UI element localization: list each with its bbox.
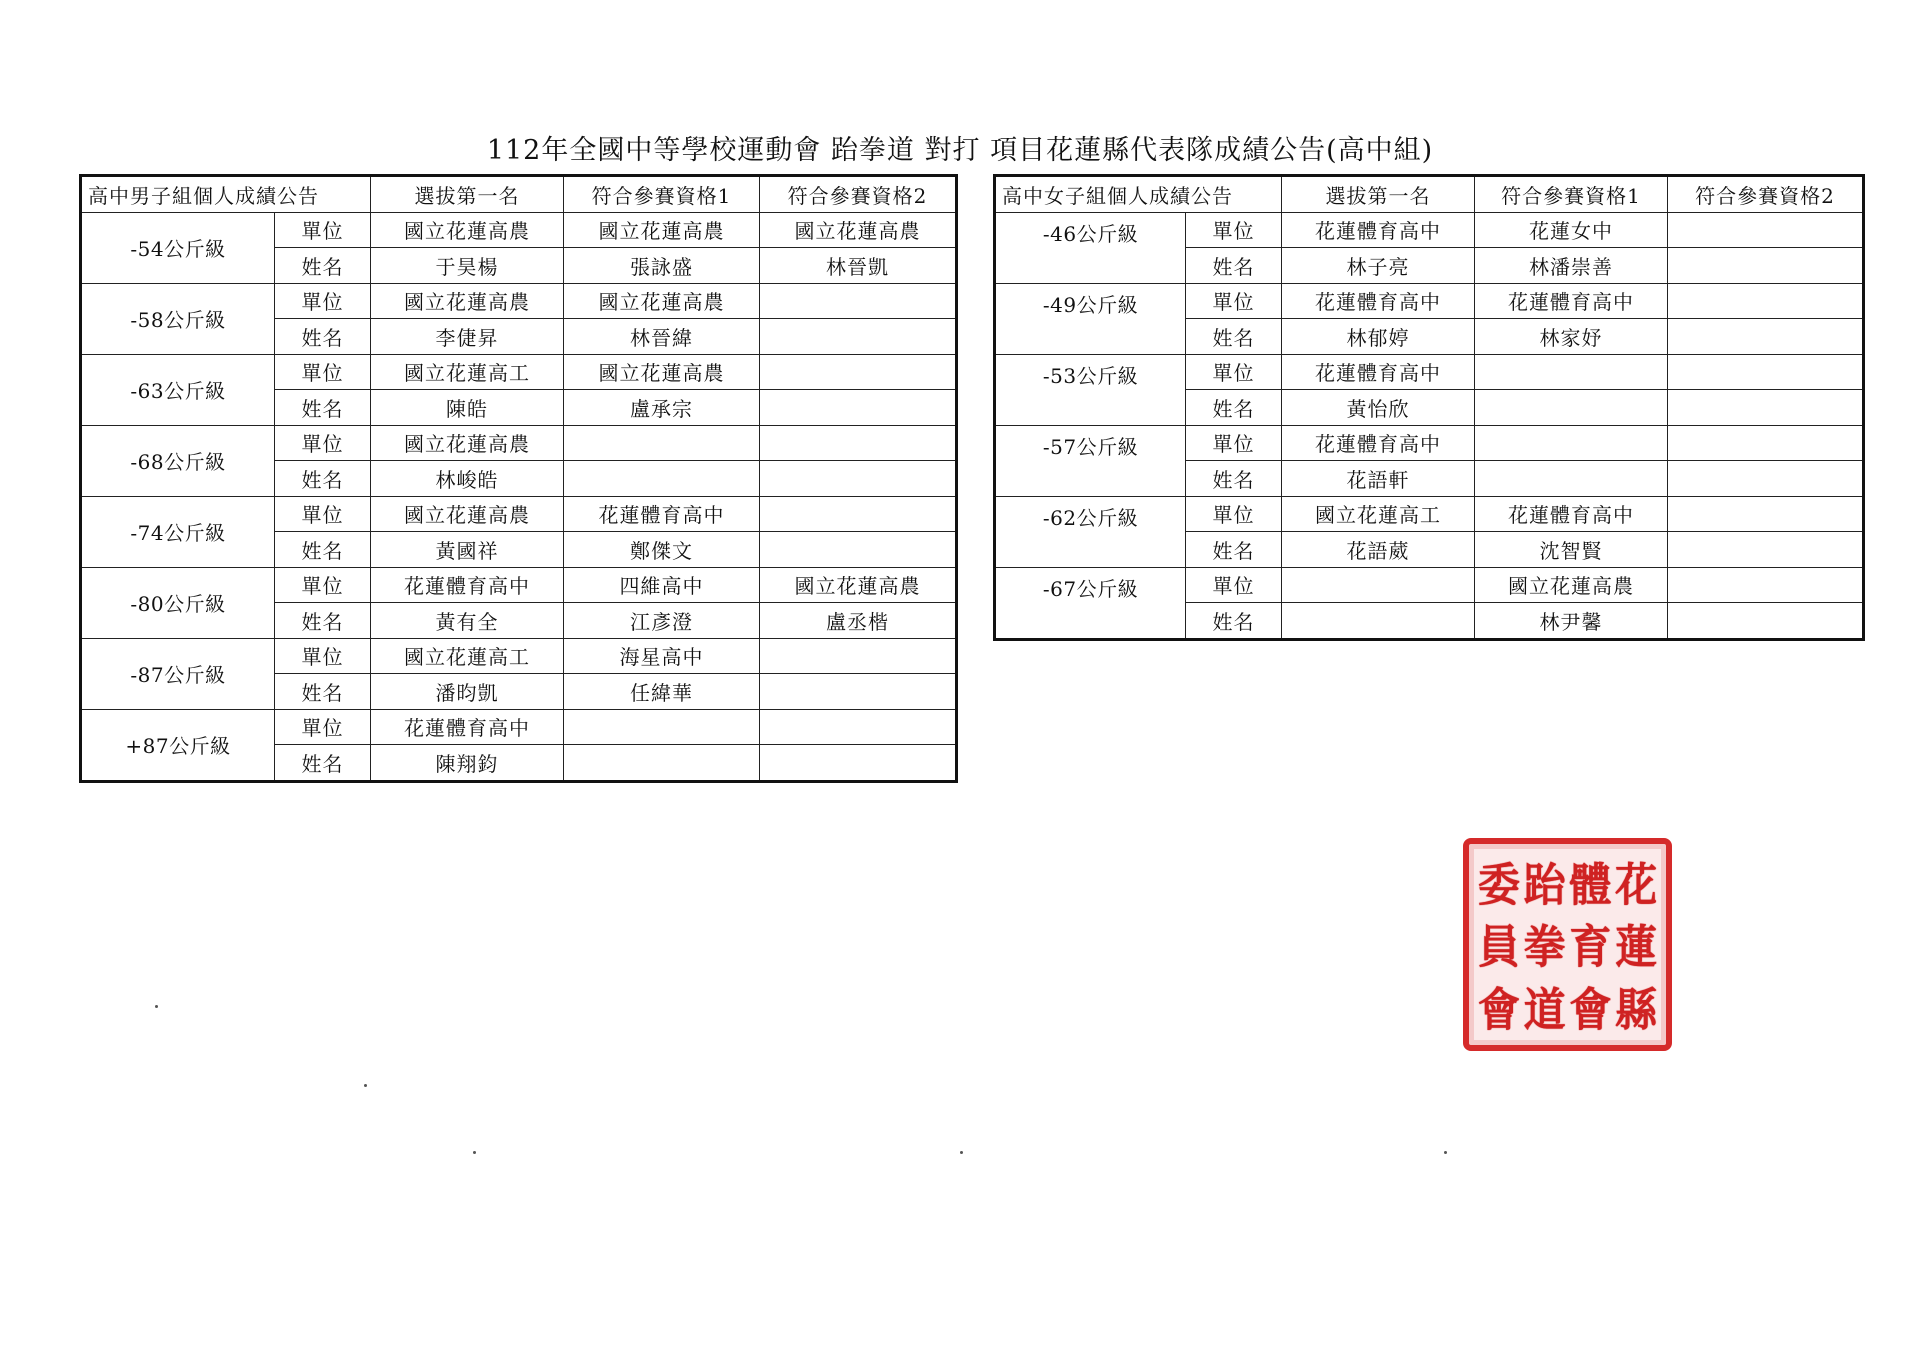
name-label: 姓名 xyxy=(275,532,371,568)
name-cell xyxy=(760,390,957,426)
unit-cell: 花蓮體育高中 xyxy=(1475,283,1668,319)
column-header-qualified-2: 符合參賽資格2 xyxy=(760,176,957,213)
name-cell xyxy=(564,461,760,497)
unit-cell: 國立花蓮高工 xyxy=(371,638,564,674)
table-header-row xyxy=(995,176,1864,213)
name-cell xyxy=(1668,319,1864,355)
table-row xyxy=(995,283,1864,319)
name-cell xyxy=(1475,390,1668,426)
unit-label: 單位 xyxy=(275,212,371,248)
name-cell xyxy=(1668,461,1864,497)
unit-cell: 國立花蓮高農 xyxy=(371,283,564,319)
name-cell: 花語軒 xyxy=(1282,461,1475,497)
unit-label: 單位 xyxy=(1186,567,1282,603)
group-header: 高中女子組個人成績公告 xyxy=(995,176,1282,213)
weight-class-cell: -53公斤級 xyxy=(995,354,1186,425)
name-label: 姓名 xyxy=(275,461,371,497)
seal-glyph: 道 xyxy=(1523,983,1566,1036)
name-cell: 盧承宗 xyxy=(564,390,760,426)
name-cell: 陳皓 xyxy=(371,390,564,426)
name-cell: 黃國祥 xyxy=(371,532,564,568)
weight-class-cell: -54公斤級 xyxy=(81,212,275,283)
unit-cell xyxy=(1475,425,1668,461)
table-row xyxy=(995,212,1864,248)
unit-cell: 國立花蓮高農 xyxy=(1475,567,1668,603)
table-header-row xyxy=(81,176,957,213)
boys-results-table xyxy=(79,174,958,783)
unit-cell: 國立花蓮高工 xyxy=(371,354,564,390)
name-cell: 于昊楊 xyxy=(371,248,564,284)
unit-cell: 國立花蓮高工 xyxy=(1282,496,1475,532)
unit-label: 單位 xyxy=(1186,425,1282,461)
seal-glyph: 蓮 xyxy=(1615,920,1658,974)
name-cell: 江彥澄 xyxy=(564,603,760,639)
name-cell: 沈智賢 xyxy=(1475,532,1668,568)
unit-cell xyxy=(1668,425,1864,461)
unit-cell xyxy=(1668,283,1864,319)
name-label: 姓名 xyxy=(1186,390,1282,426)
name-cell: 林子亮 xyxy=(1282,248,1475,284)
unit-cell xyxy=(1668,496,1864,532)
unit-cell: 花蓮女中 xyxy=(1475,212,1668,248)
unit-cell xyxy=(1668,567,1864,603)
name-cell: 任緯華 xyxy=(564,674,760,710)
name-cell xyxy=(760,532,957,568)
seal-glyph: 會 xyxy=(1569,983,1612,1036)
unit-cell: 國立花蓮高農 xyxy=(371,212,564,248)
weight-class-cell: -68公斤級 xyxy=(81,425,275,496)
unit-cell: 國立花蓮高農 xyxy=(371,425,564,461)
unit-cell: 花蓮體育高中 xyxy=(1282,212,1475,248)
table-row xyxy=(995,425,1864,461)
unit-cell xyxy=(760,354,957,390)
unit-cell xyxy=(1475,354,1668,390)
unit-label: 單位 xyxy=(275,567,371,603)
weight-class-cell: -49公斤級 xyxy=(995,283,1186,354)
unit-label: 單位 xyxy=(275,496,371,532)
weight-class-cell: -62公斤級 xyxy=(995,496,1186,567)
seal-glyph: 育 xyxy=(1569,920,1612,974)
column-header-first-place: 選拔第一名 xyxy=(1282,176,1475,213)
seal-glyph: 委 xyxy=(1477,858,1520,912)
weight-class-cell: -80公斤級 xyxy=(81,567,275,638)
name-cell: 花語葳 xyxy=(1282,532,1475,568)
table-row xyxy=(81,496,957,532)
scan-speck xyxy=(1444,1151,1447,1154)
official-seal-stamp xyxy=(1463,838,1672,1051)
name-cell: 潘昀凱 xyxy=(371,674,564,710)
unit-cell: 國立花蓮高農 xyxy=(564,212,760,248)
name-label: 姓名 xyxy=(1186,461,1282,497)
seal-glyph: 體 xyxy=(1569,858,1612,912)
name-label: 姓名 xyxy=(275,319,371,355)
scan-speck xyxy=(960,1151,963,1154)
table-row xyxy=(81,709,957,745)
name-cell xyxy=(1668,390,1864,426)
unit-cell: 國立花蓮高農 xyxy=(371,496,564,532)
name-label: 姓名 xyxy=(1186,248,1282,284)
weight-class-cell: -67公斤級 xyxy=(995,567,1186,639)
unit-cell: 花蓮體育高中 xyxy=(564,496,760,532)
seal-glyph: 花 xyxy=(1615,858,1658,912)
name-cell xyxy=(760,745,957,782)
group-header: 高中男子組個人成績公告 xyxy=(81,176,371,213)
name-label: 姓名 xyxy=(275,390,371,426)
unit-cell: 國立花蓮高農 xyxy=(564,283,760,319)
table-row xyxy=(81,354,957,390)
unit-cell xyxy=(1668,354,1864,390)
page-title: 112年全國中等學校運動會 跆拳道 對打 項目花蓮縣代表隊成績公告(高中組) xyxy=(486,135,1434,166)
seal-glyph: 縣 xyxy=(1615,983,1658,1036)
name-cell xyxy=(564,745,760,782)
table-row xyxy=(81,425,957,461)
unit-cell xyxy=(760,496,957,532)
name-cell xyxy=(1668,532,1864,568)
seal-glyph: 員 xyxy=(1477,920,1520,974)
scan-speck xyxy=(364,1084,367,1087)
table-row xyxy=(81,283,957,319)
unit-cell: 國立花蓮高農 xyxy=(760,212,957,248)
name-cell: 黃有全 xyxy=(371,603,564,639)
name-label: 姓名 xyxy=(275,745,371,782)
seal-glyph: 會 xyxy=(1477,983,1520,1036)
unit-cell xyxy=(760,709,957,745)
name-cell: 張詠盛 xyxy=(564,248,760,284)
name-cell xyxy=(1282,603,1475,640)
seal-glyph: 拳 xyxy=(1523,920,1566,974)
unit-label: 單位 xyxy=(275,354,371,390)
name-cell xyxy=(1475,461,1668,497)
weight-class-cell: -46公斤級 xyxy=(995,212,1186,283)
table-row xyxy=(81,567,957,603)
name-cell xyxy=(1668,603,1864,640)
name-cell: 林潘崇善 xyxy=(1475,248,1668,284)
name-cell: 李倢昇 xyxy=(371,319,564,355)
unit-label: 單位 xyxy=(1186,212,1282,248)
unit-cell: 花蓮體育高中 xyxy=(1475,496,1668,532)
name-label: 姓名 xyxy=(275,248,371,284)
table-row xyxy=(995,567,1864,603)
unit-cell xyxy=(1668,212,1864,248)
name-cell: 林郁婷 xyxy=(1282,319,1475,355)
scan-speck xyxy=(473,1151,476,1154)
column-header-first-place: 選拔第一名 xyxy=(371,176,564,213)
unit-cell xyxy=(1282,567,1475,603)
table-row xyxy=(81,638,957,674)
name-label: 姓名 xyxy=(1186,319,1282,355)
girls-results-table xyxy=(993,174,1865,641)
table-row xyxy=(81,212,957,248)
unit-cell: 海星高中 xyxy=(564,638,760,674)
unit-label: 單位 xyxy=(275,638,371,674)
weight-class-cell: -57公斤級 xyxy=(995,425,1186,496)
unit-label: 單位 xyxy=(1186,283,1282,319)
table-row xyxy=(995,354,1864,390)
name-cell: 盧丞楷 xyxy=(760,603,957,639)
scan-speck xyxy=(155,1005,158,1008)
name-label: 姓名 xyxy=(1186,532,1282,568)
column-header-qualified-1: 符合參賽資格1 xyxy=(564,176,760,213)
name-cell xyxy=(760,461,957,497)
weight-class-cell: -58公斤級 xyxy=(81,283,275,354)
name-label: 姓名 xyxy=(1186,603,1282,640)
unit-cell: 國立花蓮高農 xyxy=(564,354,760,390)
unit-cell xyxy=(564,425,760,461)
name-cell: 林家妤 xyxy=(1475,319,1668,355)
column-header-qualified-2: 符合參賽資格2 xyxy=(1668,176,1864,213)
name-cell xyxy=(760,319,957,355)
unit-label: 單位 xyxy=(1186,354,1282,390)
unit-cell: 花蓮體育高中 xyxy=(371,709,564,745)
unit-cell xyxy=(760,425,957,461)
name-cell: 林尹馨 xyxy=(1475,603,1668,640)
weight-class-cell: -63公斤級 xyxy=(81,354,275,425)
column-header-qualified-1: 符合參賽資格1 xyxy=(1475,176,1668,213)
name-cell: 陳翔鈞 xyxy=(371,745,564,782)
name-cell: 林晉凱 xyxy=(760,248,957,284)
unit-cell xyxy=(760,638,957,674)
table-row xyxy=(995,496,1864,532)
seal-characters xyxy=(1477,852,1658,1037)
name-cell: 林晉緯 xyxy=(564,319,760,355)
seal-glyph: 跆 xyxy=(1523,858,1566,912)
name-label: 姓名 xyxy=(275,603,371,639)
unit-cell: 花蓮體育高中 xyxy=(1282,283,1475,319)
unit-cell: 國立花蓮高農 xyxy=(760,567,957,603)
name-cell: 林峻皓 xyxy=(371,461,564,497)
name-cell xyxy=(1668,248,1864,284)
name-label: 姓名 xyxy=(275,674,371,710)
weight-class-cell: -74公斤級 xyxy=(81,496,275,567)
unit-cell xyxy=(760,283,957,319)
name-cell xyxy=(760,674,957,710)
name-cell: 鄭傑文 xyxy=(564,532,760,568)
unit-label: 單位 xyxy=(275,283,371,319)
name-cell: 黃怡欣 xyxy=(1282,390,1475,426)
weight-class-cell: +87公斤級 xyxy=(81,709,275,781)
unit-label: 單位 xyxy=(1186,496,1282,532)
unit-cell: 花蓮體育高中 xyxy=(1282,354,1475,390)
unit-cell: 花蓮體育高中 xyxy=(1282,425,1475,461)
unit-label: 單位 xyxy=(275,425,371,461)
unit-cell xyxy=(564,709,760,745)
unit-label: 單位 xyxy=(275,709,371,745)
unit-cell: 花蓮體育高中 xyxy=(371,567,564,603)
unit-cell: 四維高中 xyxy=(564,567,760,603)
weight-class-cell: -87公斤級 xyxy=(81,638,275,709)
